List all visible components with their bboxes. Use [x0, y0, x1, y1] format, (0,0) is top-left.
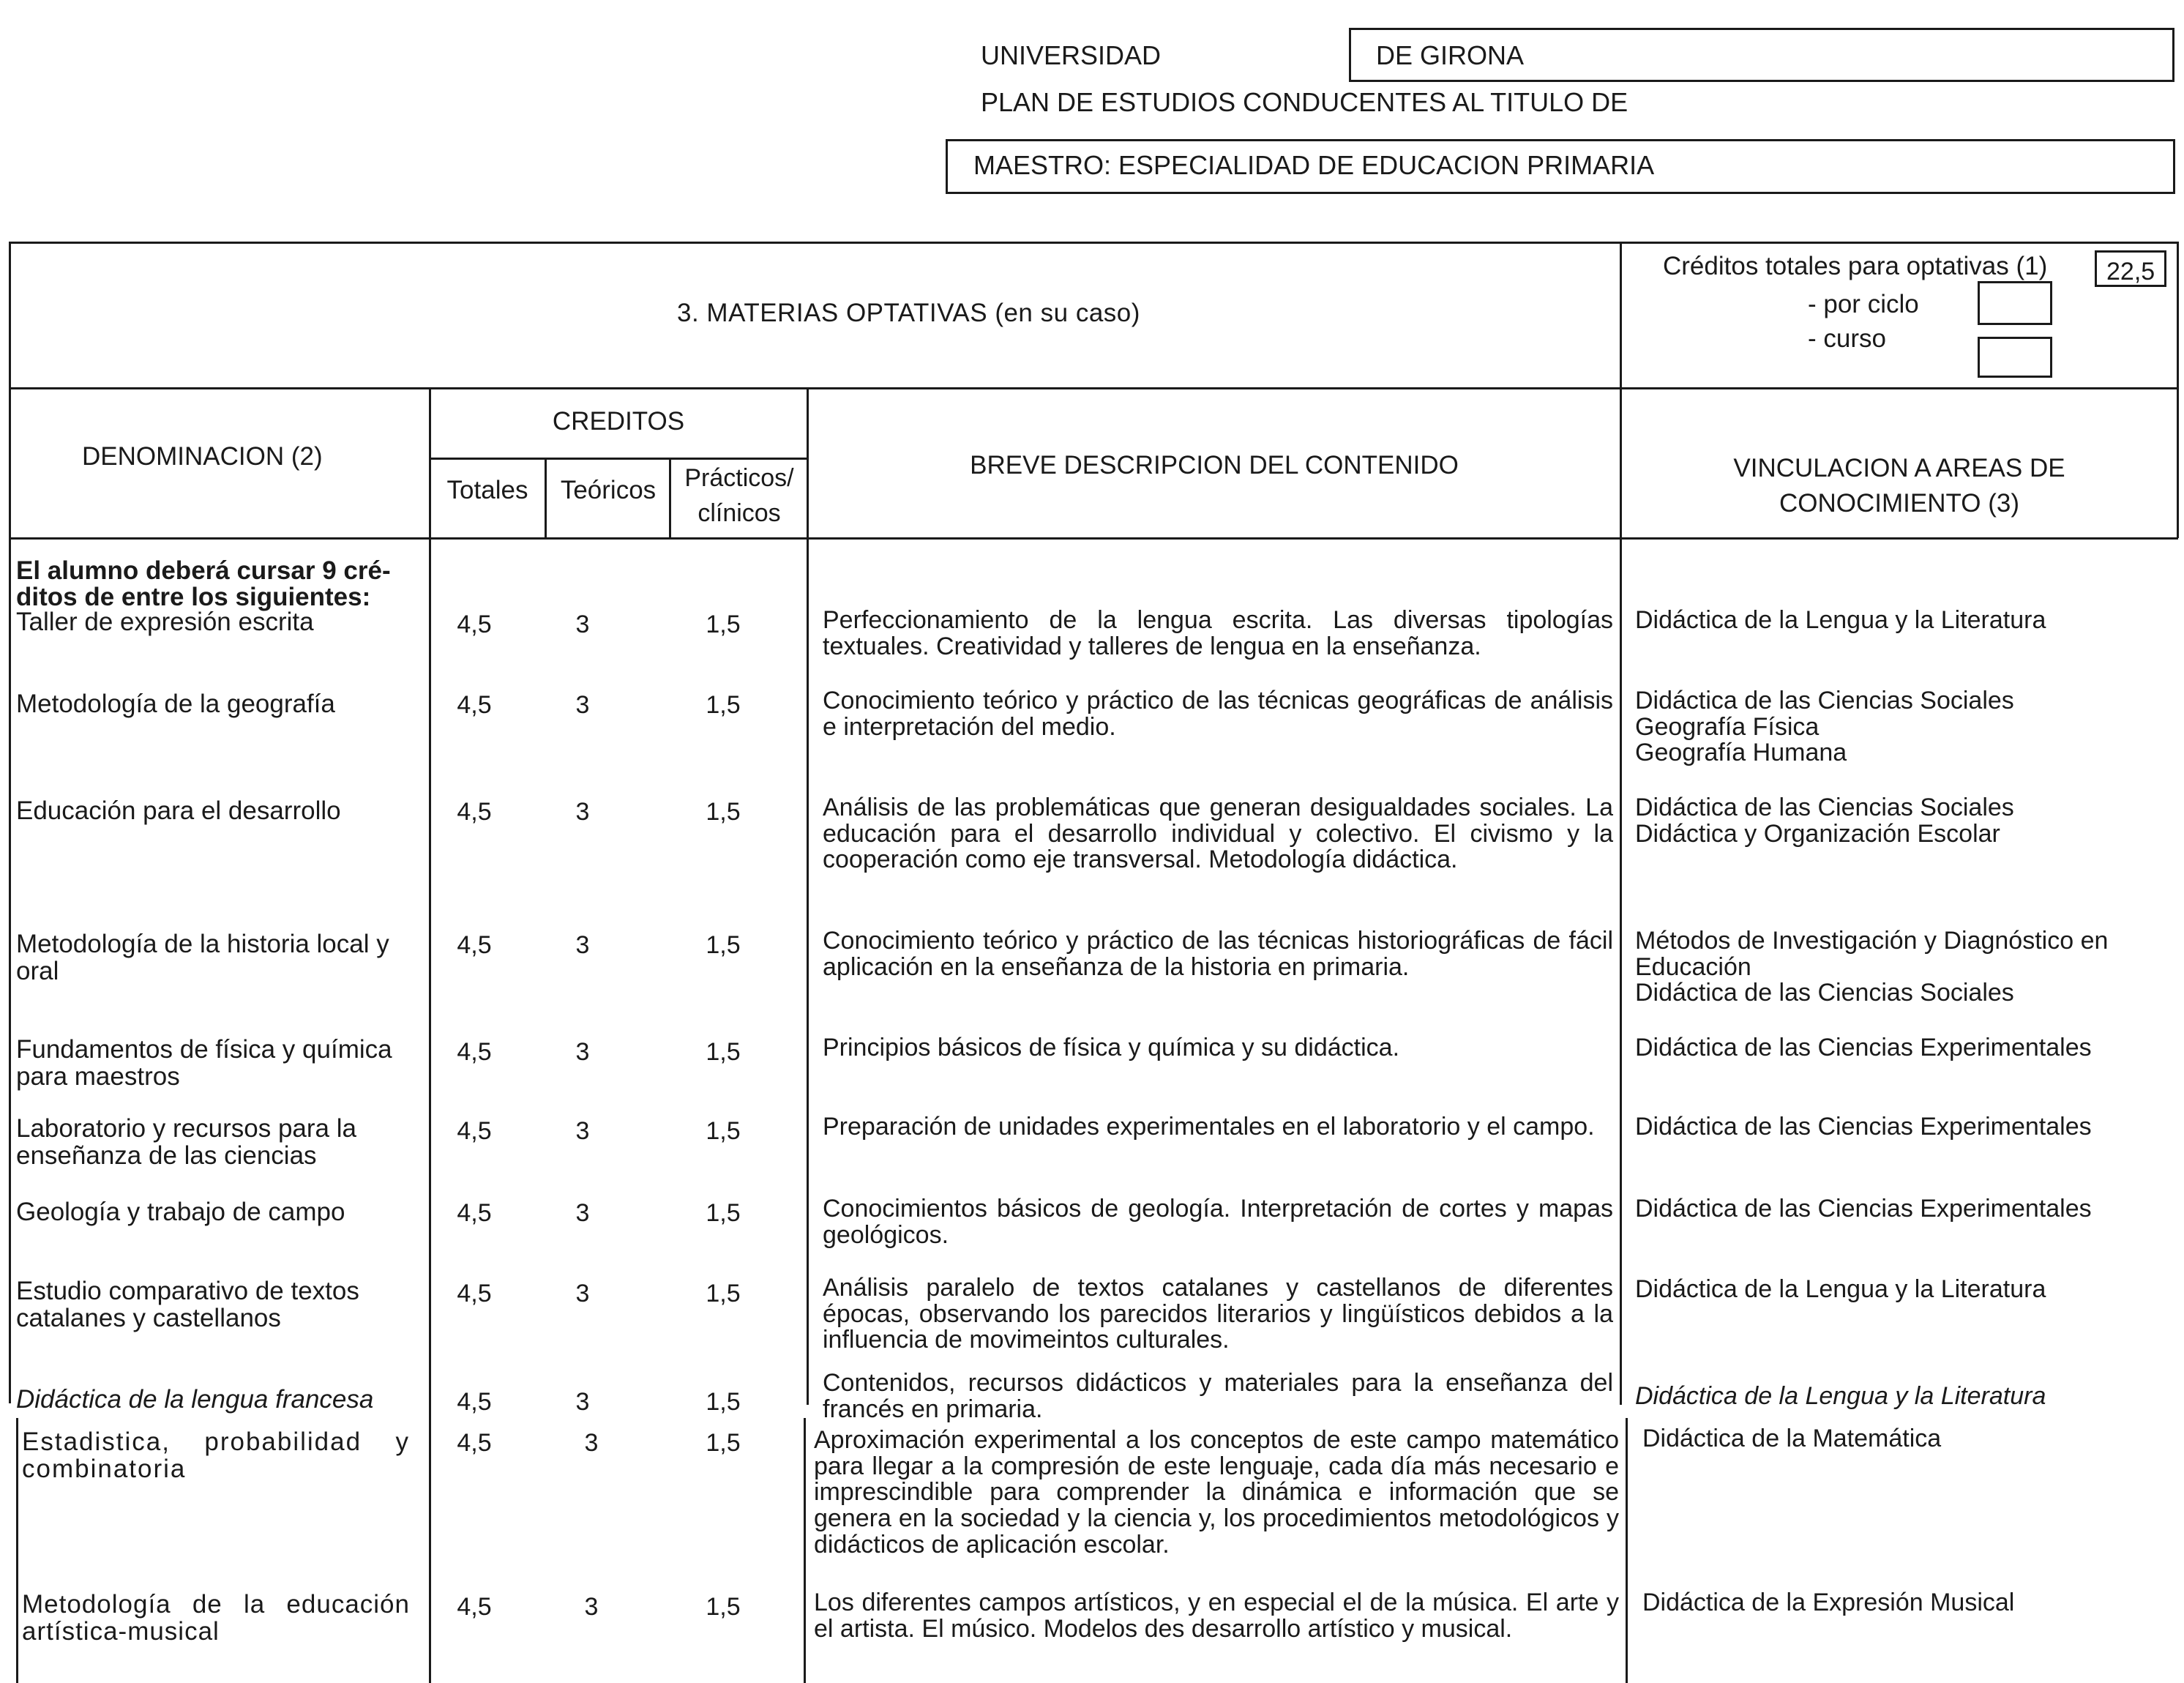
row-totales: 4,5	[457, 611, 492, 638]
row-description: Conocimientos básicos de geología. Interpretación de cortes y mapas geológicos.	[823, 1195, 1613, 1249]
row-name: Educación para el desarrollo	[16, 796, 341, 825]
row-teoricos: 3	[575, 1117, 590, 1145]
row-practicos: 1,5	[706, 1280, 741, 1307]
header-bottom-border	[9, 537, 2178, 540]
row-practicos: 1,5	[706, 931, 741, 959]
row-name: Laboratorio y recursos para la enseñanza de las ciencias	[16, 1114, 356, 1170]
row-teoricos: 3	[584, 1593, 599, 1621]
row-totales: 4,5	[457, 691, 492, 719]
per-course-label: - curso	[1808, 324, 1886, 353]
table-top-border	[9, 242, 2178, 244]
row-teoricos: 3	[584, 1429, 599, 1457]
row-areas	[1635, 688, 2177, 766]
row-area: Métodos de Investigación y Diagnóstico en Educación	[1635, 927, 2109, 981]
row-area: Geografía Física	[1635, 712, 1820, 741]
credits-total-label: Créditos totales para optativas (1)	[1663, 252, 2048, 280]
row-description: Aproximación experimental a los conceptos de este campo matemático para llegar a la compresión de este lenguaje, cada día más necesario e imprescindible para comprender la dinámica e información que se genera en la sociedad y la ciencia y, los procedimientos metodológicos y didácticos de aplicación escolar.	[814, 1426, 1619, 1559]
table-left-border-top	[9, 242, 11, 1403]
row-name: Metodología de la educación artística-musical	[22, 1590, 410, 1646]
row-areas	[1635, 1277, 2177, 1303]
row-description: Conocimiento teórico y práctico de las técnicas historiográficas de fácil aplicación en la enseñanza de la historia en primaria.	[823, 927, 1613, 981]
divider-name-totales	[429, 387, 431, 1683]
row-totales: 4,5	[457, 798, 492, 826]
creditos-subheader-line	[429, 458, 808, 460]
divider-description-areas-bottom	[1626, 1418, 1628, 1683]
row-areas	[1635, 1035, 2177, 1061]
per-cycle-box	[1978, 281, 2052, 325]
row-area: Didáctica de la Expresión Musical	[1642, 1589, 2015, 1616]
col-denominacion: DENOMINACION (2)	[82, 442, 323, 471]
row-practicos: 1,5	[706, 1199, 741, 1227]
row-name: Fundamentos de física y química para maestros	[16, 1035, 392, 1091]
row-practicos: 1,5	[706, 1117, 741, 1145]
col-teoricos: Teóricos	[560, 476, 657, 504]
row-practicos: 1,5	[706, 798, 741, 826]
row-areas	[1635, 1384, 2177, 1410]
section-bottom-border	[9, 387, 2178, 389]
row-area: Didáctica de las Ciencias Sociales	[1635, 979, 2014, 1007]
row-name: Taller de expresión escrita	[16, 608, 314, 636]
row-name: Estudio comparativo de textos catalanes y castellanos	[16, 1277, 359, 1332]
row-description: Preparación de unidades experimentales en el laboratorio y el campo.	[823, 1113, 1595, 1141]
row-area: Didáctica y Organización Escolar	[1635, 819, 2000, 848]
row-totales: 4,5	[457, 1038, 492, 1066]
row-areas	[1642, 1590, 2177, 1616]
intro-line-2: ditos de entre los siguientes:	[16, 583, 371, 611]
row-areas	[1635, 795, 2177, 847]
row-totales: 4,5	[457, 1280, 492, 1307]
col-creditos: CREDITOS	[552, 407, 685, 436]
row-name: Geología y trabajo de campo	[16, 1198, 345, 1226]
row-area: Didáctica de la Lengua y la Literatura	[1635, 1382, 2046, 1410]
row-teoricos: 3	[575, 611, 590, 638]
col-practicos-line2: clínicos	[698, 499, 781, 527]
row-totales: 4,5	[457, 1429, 492, 1457]
col-vinculacion-line2: CONOCIMIENTO (3)	[1779, 489, 2019, 518]
row-description: Conocimiento teórico y práctico de las técnicas geográficas de análisis e interpretación del medio.	[823, 687, 1613, 741]
row-totales: 4,5	[457, 931, 492, 959]
row-totales: 4,5	[457, 1593, 492, 1621]
row-totales: 4,5	[457, 1388, 492, 1416]
row-practicos: 1,5	[706, 1593, 741, 1621]
row-teoricos: 3	[575, 1199, 590, 1227]
row-description: Contenidos, recursos didácticos y materiales para la enseñanza del francés en primaria.	[823, 1369, 1613, 1423]
per-cycle-label: - por ciclo	[1808, 290, 1919, 318]
col-descripcion: BREVE DESCRIPCION DEL CONTENIDO	[970, 451, 1459, 479]
col-totales: Totales	[446, 476, 528, 504]
row-totales: 4,5	[457, 1117, 492, 1145]
row-name: Estadistica, probabilidad y combinatoria	[22, 1428, 410, 1483]
divider-description-areas-top	[1620, 387, 1622, 1405]
row-teoricos: 3	[575, 1280, 590, 1307]
row-description: Principios básicos de física y química y su didáctica.	[823, 1034, 1400, 1061]
row-areas	[1635, 608, 2177, 634]
row-teoricos: 3	[575, 931, 590, 959]
row-practicos: 1,5	[706, 1429, 741, 1457]
row-area: Didáctica de la Matemática	[1642, 1425, 1942, 1452]
row-areas	[1635, 928, 2177, 1007]
row-teoricos: 3	[575, 798, 590, 826]
intro-line-1: El alumno deberá cursar 9 cré-	[16, 556, 391, 585]
divider-section-credits	[1620, 242, 1622, 388]
row-area: Didáctica de las Ciencias Experimentales	[1635, 1113, 2092, 1141]
row-areas	[1635, 1114, 2177, 1141]
credits-total-value: 22,5	[2106, 258, 2155, 286]
row-practicos: 1,5	[706, 1038, 741, 1066]
university-label: UNIVERSIDAD	[981, 40, 1162, 70]
row-teoricos: 3	[575, 1038, 590, 1066]
row-description: Análisis paralelo de textos catalanes y castellanos de diferentes épocas, observando los parecidos literarios y lingüísticos debidos a la influencia de movimeintos culturales.	[823, 1274, 1613, 1354]
per-course-box	[1978, 337, 2052, 378]
row-practicos: 1,5	[706, 1388, 741, 1416]
row-description: Los diferentes campos artísticos, y en especial el de la música. El arte y el artista. El músico. Modelos des desarrollo artístico y musical.	[814, 1589, 1619, 1643]
row-practicos: 1,5	[706, 611, 741, 638]
row-area: Didáctica de las Ciencias Sociales	[1635, 794, 2014, 821]
row-area: Didáctica de las Ciencias Experimentales	[1635, 1034, 2092, 1061]
table-left-border-bottom	[16, 1418, 18, 1683]
row-description: Perfeccionamiento de la lengua escrita. Las diversas tipologías textuales. Creatividad y talleres de lengua en la enseñanza.	[823, 606, 1613, 660]
row-areas	[1635, 1196, 2177, 1223]
university-value: DE GIRONA	[1376, 40, 1525, 70]
divider-credits-description-top	[807, 387, 809, 1405]
row-name: Metodología de la geografía	[16, 690, 335, 718]
row-description: Análisis de las problemáticas que generan desigualdades sociales. La educación para el desarrollo individual y colectivo. El civismo y la cooperación como eje transversal. Metodología didáctica.	[823, 794, 1613, 874]
row-teoricos: 3	[575, 1388, 590, 1416]
degree-title: MAESTRO: ESPECIALIDAD DE EDUCACION PRIMARIA	[973, 150, 1655, 180]
row-teoricos: 3	[575, 691, 590, 719]
row-name: Metodología de la historia local y oral	[16, 930, 389, 985]
row-area: Geografía Humana	[1635, 739, 1847, 767]
row-area: Didáctica de la Lengua y la Literatura	[1635, 606, 2046, 634]
row-area: Didáctica de las Ciencias Experimentales	[1635, 1195, 2092, 1223]
row-area: Didáctica de las Ciencias Sociales	[1635, 687, 2014, 714]
col-vinculacion-line1: VINCULACION A AREAS DE	[1733, 454, 2065, 482]
divider-credits-description-bottom	[804, 1418, 806, 1683]
col-practicos-line1: Prácticos/	[684, 464, 794, 492]
row-areas	[1642, 1426, 2177, 1452]
row-totales: 4,5	[457, 1199, 492, 1227]
row-practicos: 1,5	[706, 691, 741, 719]
row-name: Didáctica de la lengua francesa	[16, 1385, 374, 1414]
row-area: Didáctica de la Lengua y la Literatura	[1635, 1275, 2046, 1303]
section-title: 3. MATERIAS OPTATIVAS (en su caso)	[677, 299, 1140, 327]
plan-label: PLAN DE ESTUDIOS CONDUCENTES AL TITULO DE	[981, 87, 1628, 117]
